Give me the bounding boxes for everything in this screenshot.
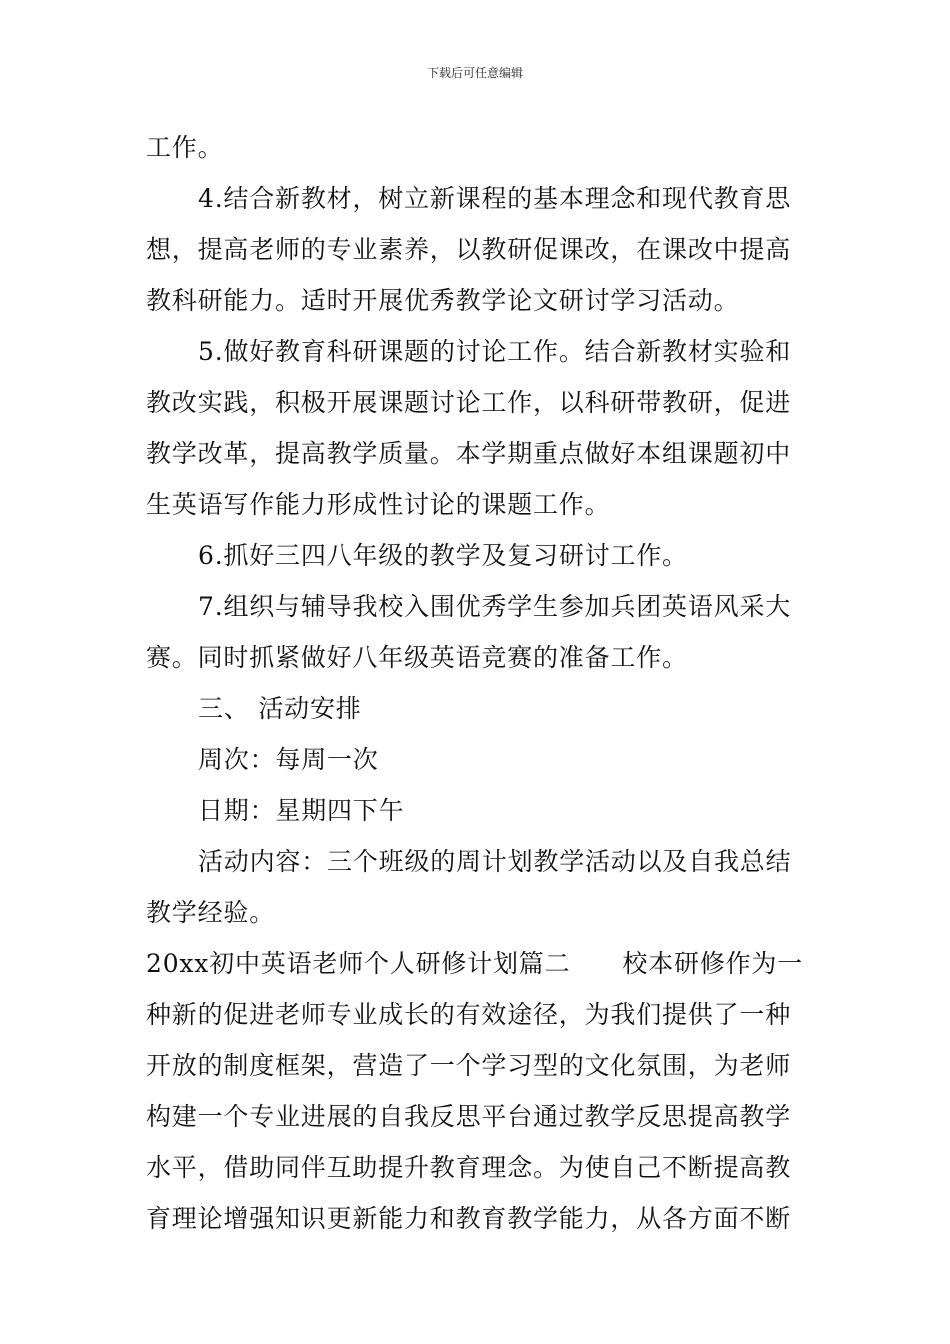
paragraph-line: 工作。: [146, 133, 224, 162]
paragraph-line: 赛。同时抓紧做好八年级英语竞赛的准备工作。: [146, 643, 688, 672]
paragraph-line: 想，提高老师的专业素养，以教研促课改，在课改中提高: [146, 235, 792, 264]
paragraph-line: 7.组织与辅导我校入围优秀学生参加兵团英语风采大: [198, 592, 792, 621]
paragraph-line: 水平，借助同伴互助提升教育理念。为使自己不断提高教: [146, 1153, 792, 1182]
schedule-line: 周次：每周一次: [198, 745, 379, 774]
paragraph-line: 5.做好教育科研课题的讨论工作。结合新教材实验和: [198, 337, 792, 366]
paragraph-line: 教学改革，提高教学质量。本学期重点做好本组课题初中: [146, 439, 792, 468]
schedule-line: 日期：星期四下午: [198, 796, 405, 825]
article-title-line: [146, 938, 806, 989]
paragraph-line: 教改实践，积极开展课题讨论工作，以科研带教研，促进: [146, 388, 792, 417]
paragraph-line: 育理论增强知识更新能力和教育教学能力，从各方面不断: [146, 1204, 792, 1233]
paragraph-line: 开放的制度框架，营造了一个学习型的文化氛围，为老师: [146, 1051, 792, 1080]
title-continuation: 校本研修作为一: [622, 949, 804, 978]
paragraph-line: 教学经验。: [146, 898, 276, 927]
page-header: 下载后可任意编辑: [426, 66, 523, 80]
paragraph-line: 6.抓好三四八年级的教学及复习研讨工作。: [198, 541, 688, 570]
paragraph-line: 构建一个专业进展的自我反思平台通过教学反思提高教学: [146, 1102, 792, 1131]
section-heading: 三、 活动安排: [198, 694, 362, 723]
article-title: 20xx初中英语老师个人研修计划篇二: [146, 949, 571, 978]
schedule-line: 活动内容：三个班级的周计划教学活动以及自我总结: [198, 847, 792, 876]
document-body: [146, 122, 806, 1244]
paragraph-line: 种新的促进老师专业成长的有效途径，为我们提供了一种: [146, 1000, 792, 1029]
paragraph-line: 4.结合新教材，树立新课程的基本理念和现代教育思: [198, 184, 792, 213]
paragraph-line: 教科研能力。适时开展优秀教学论文研讨学习活动。: [146, 286, 740, 315]
paragraph-line: 生英语写作能力形成性讨论的课题工作。: [146, 490, 611, 519]
